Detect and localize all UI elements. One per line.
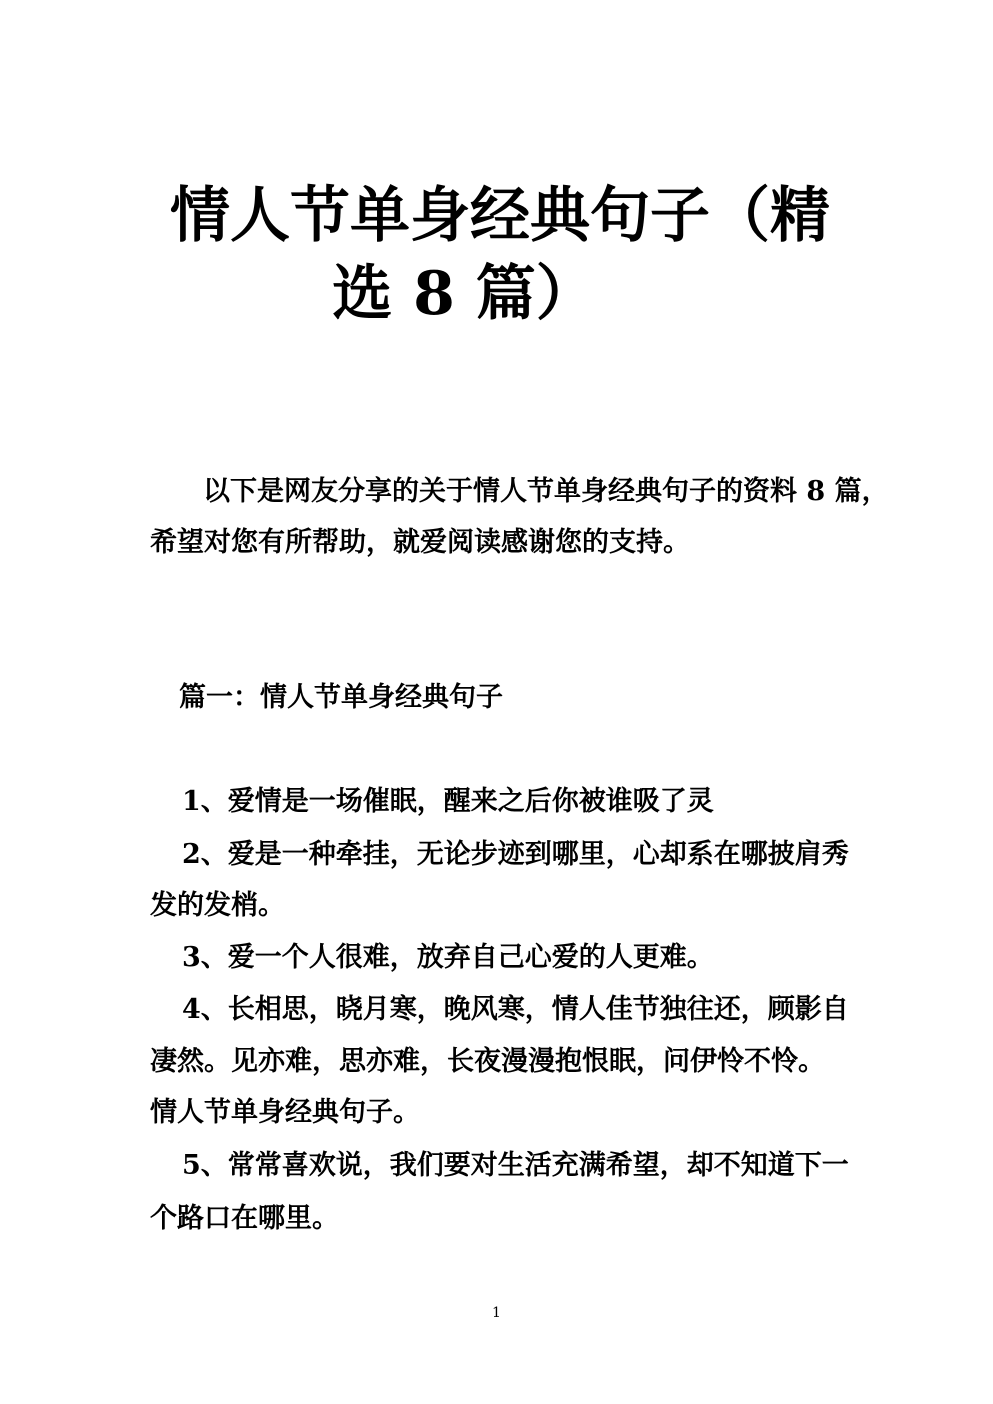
intro-paragraph-line-2: 希望对您有所帮助，就爱阅读感谢您的支持。 [150,527,690,558]
list-item-1-line-1: 1、爱情是一场催眠，醒来之后你被谁吸了灵 [182,786,714,817]
section-heading: 篇一：情人节单身经典句子 [179,682,503,713]
document-title-line-1: 情人节单身经典句子（精 [170,181,830,251]
list-item-3-line-1: 3、爱一个人很难，放弃自己心爱的人更难。 [182,942,714,973]
page-number: 1 [492,1305,501,1321]
list-item-5-line-2: 个路口在哪里。 [150,1203,339,1234]
list-item-4-line-1: 4、长相思，晓月寒，晚风寒，情人佳节独往还，顾影自 [182,994,849,1025]
intro-paragraph-line-1: 以下是网友分享的关于情人节单身经典句子的资料 8 篇， [203,476,889,507]
list-item-2-line-1: 2、爱是一种牵挂，无论步迹到哪里，心却系在哪披肩秀 [182,839,849,870]
list-item-4-line-3: 情人节单身经典句子。 [150,1097,420,1128]
document-title-line-2: 选 8 篇） [332,259,596,329]
list-item-5-line-1: 5、常常喜欢说，我们要对生活充满希望，却不知道下一 [182,1150,849,1181]
list-item-4-line-2: 凄然。见亦难，思亦难，长夜漫漫抱恨眠，问伊怜不怜。 [150,1046,825,1077]
list-item-2-line-2: 发的发梢。 [150,890,285,921]
